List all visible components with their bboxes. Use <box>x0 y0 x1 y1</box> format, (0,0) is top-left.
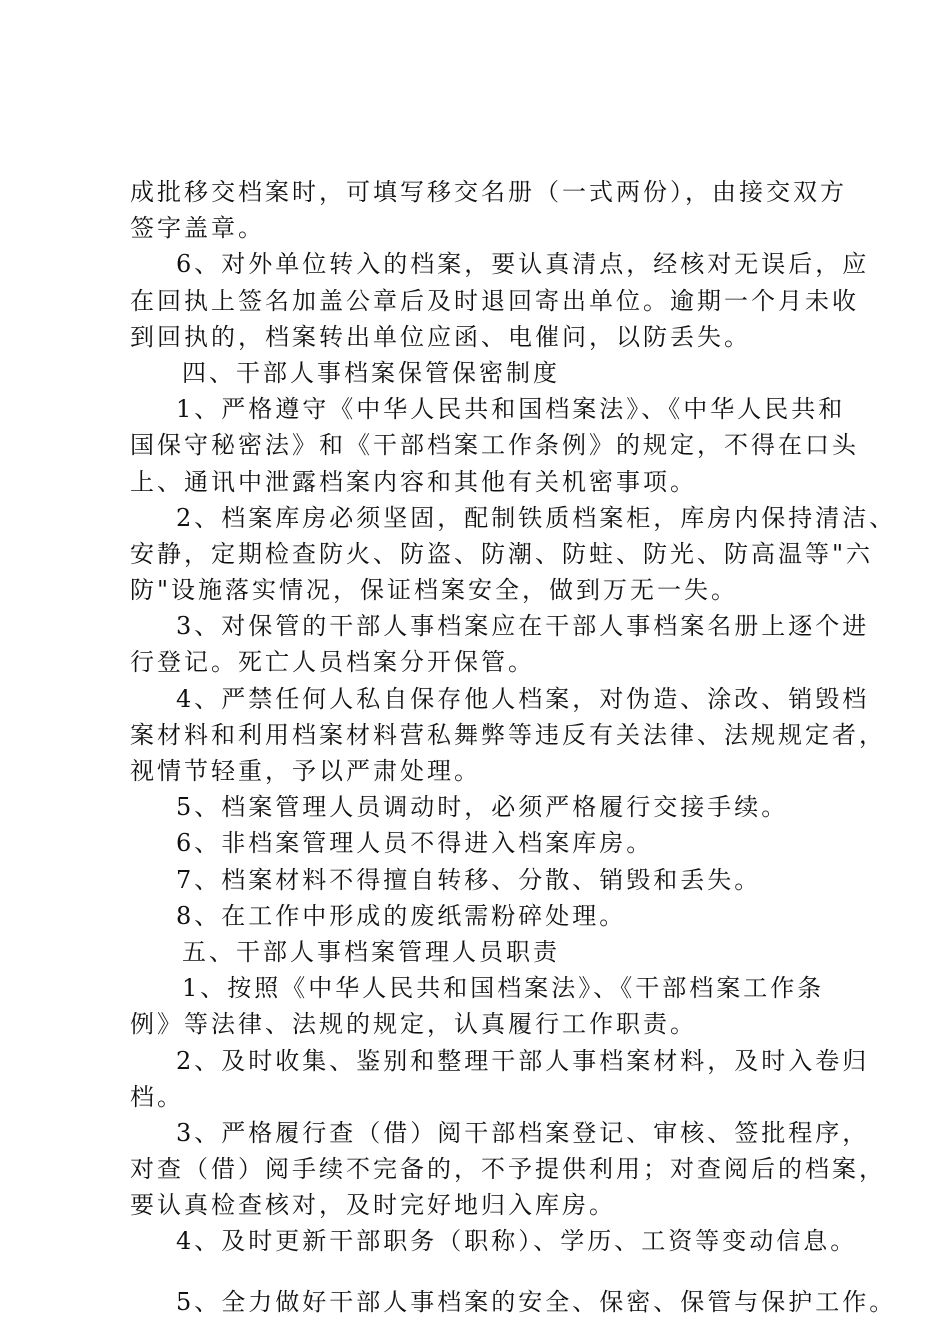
text-line: 要认真检查核对，及时完好地归入库房。 <box>130 1191 616 1220</box>
text-line: 4、严禁任何人私自保存他人档案，对伪造、涂改、销毁档 <box>176 684 870 713</box>
text-line: 视情节轻重，予以严肃处理。 <box>130 757 481 785</box>
text-line: 例》等法律、法规的规定，认真履行工作职责。 <box>130 1010 697 1039</box>
text-line: 5、档案管理人员调动时，必须严格履行交接手续。 <box>176 793 789 822</box>
text-line: 3、严格履行查（借）阅干部档案登记、审核、签批程序， <box>176 1118 870 1147</box>
text-line: 6、对外单位转入的档案，要认真清点，经核对无误后，应 <box>176 250 870 279</box>
text-line: 国保守秘密法》和《干部档案工作条例》的规定，不得在口头 <box>130 431 859 460</box>
section-heading-line: 四、干部人事档案保管保密制度 <box>182 358 560 387</box>
text-line: 成批移交档案时，可填写移交名册（一式两份），由接交双方 <box>130 178 847 206</box>
text-line: 7、档案材料不得擅自转移、分散、销毁和丢失。 <box>176 865 762 894</box>
text-line: 5、全力做好干部人事档案的安全、保密、保管与保护工作。 <box>176 1287 897 1316</box>
text-line: 6、非档案管理人员不得进入档案库房。 <box>176 829 654 858</box>
text-line: 签字盖章。 <box>130 214 265 243</box>
text-line: 4、及时更新干部职务（职称）、学历、工资等变动信息。 <box>176 1227 858 1256</box>
text-line: 1、严格遵守《中华人民共和国档案法》、《中华人民共和 <box>176 395 846 424</box>
text-line: 安静，定期检查防火、防盗、防潮、防蛀、防光、防高温等"六 <box>130 539 874 568</box>
document-body <box>130 174 897 1320</box>
section-heading-line: 五、干部人事档案管理人员职责 <box>182 937 560 966</box>
text-line: 到回执的，档案转出单位应函、电催问，以防丢失。 <box>130 322 751 351</box>
section-heading-line: 1、按照《中华人民共和国档案法》、《干部档案工作条 <box>182 974 825 1003</box>
text-line: 上、通讯中泄露档案内容和其他有关机密事项。 <box>130 467 697 496</box>
text-line: 在回执上签名加盖公章后及时退回寄出单位。逾期一个月未收 <box>130 286 859 315</box>
text-line: 8、在工作中形成的废纸需粉碎处理。 <box>176 901 627 930</box>
text-line: 对查（借）阅手续不完备的，不予提供利用；对查阅后的档案， <box>130 1155 886 1184</box>
text-line: 档。 <box>130 1082 184 1111</box>
text-line: 2、档案库房必须坚固，配制铁质档案柜，库房内保持清洁、 <box>176 503 897 532</box>
text-line: 防"设施落实情况，保证档案安全，做到万无一失。 <box>130 576 739 605</box>
text-line: 案材料和利用档案材料营私舞弊等违反有关法律、法规规定者， <box>130 720 886 749</box>
text-line: 行登记。死亡人员档案分开保管。 <box>130 648 535 677</box>
text-line: 3、对保管的干部人事档案应在干部人事档案名册上逐个进 <box>176 612 870 641</box>
text-line: 2、及时收集、鉴别和整理干部人事档案材料，及时入卷归 <box>176 1046 870 1075</box>
